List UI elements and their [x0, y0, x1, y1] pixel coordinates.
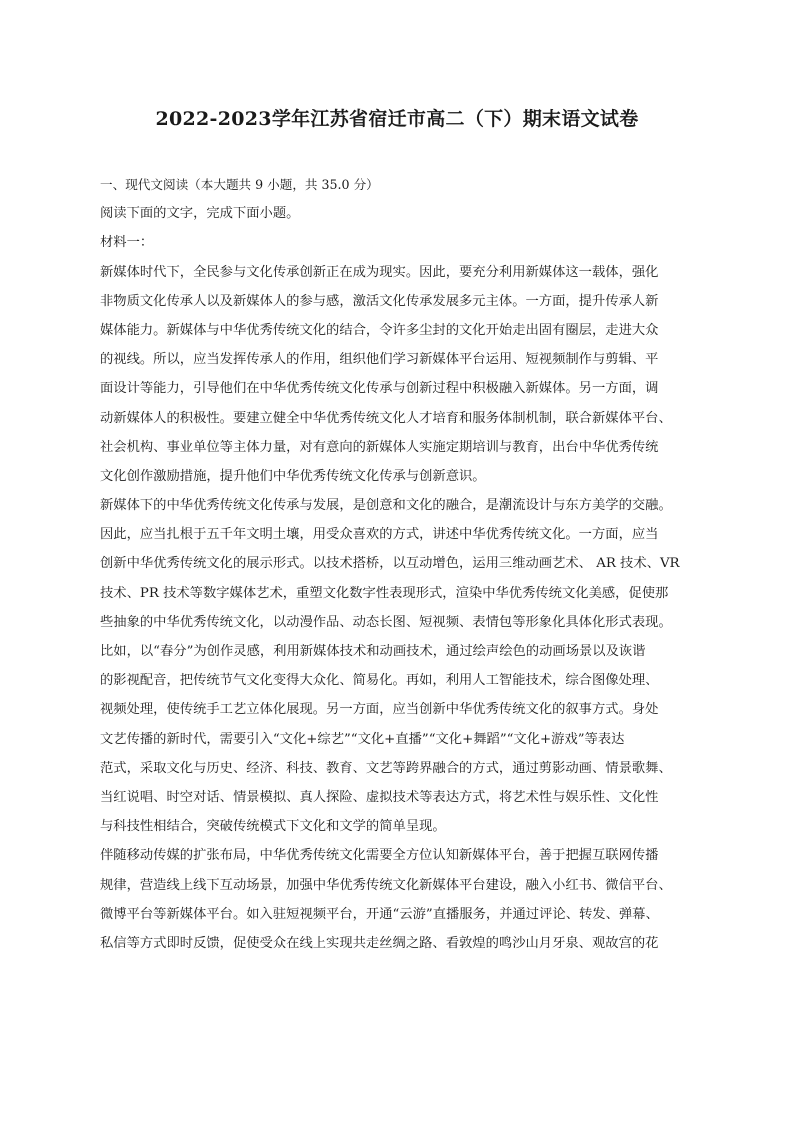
reading-instruction: 阅读下面的文字，完成下面小题。 — [100, 206, 300, 222]
passage-line: 新媒体下的中华优秀传统文化传承与发展，是创意和文化的融合，是潮流设计与东方美学的交融。 — [100, 498, 672, 514]
passage-line: 私信等方式即时反馈，促使受众在线上实现共走丝绸之路、看敦煌的鸣沙山月牙泉、观故宫的花 — [100, 935, 659, 951]
section-heading: 一、现代文阅读（本大题共 9 小题，共 35.0 分） — [100, 177, 379, 192]
passage-line: 的视线。所以，应当发挥传承人的作用，组织他们学习新媒体平台运用、短视频制作与剪辑、平 — [100, 352, 659, 368]
passage-line: 伴随移动传媒的扩张布局，中华优秀传统文化需要全方位认知新媒体平台，善于把握互联网传播 — [100, 848, 659, 864]
passage-line: 新媒体时代下，全民参与文化传承创新正在成为现实。因此，要充分利用新媒体这一载体，强化 — [100, 264, 659, 280]
passage-line: 创新中华优秀传统文化的展示形式。以技术搭桥，以互动增色，运用三维动画艺术、 AR 技术、VR — [100, 556, 680, 572]
passage-line: 规律，营造线上线下互动场景，加强中华优秀传统文化新媒体平台建设，融入小红书、微信平台、 — [100, 877, 672, 893]
passage-line: 范式，采取文化与历史、经济、科技、教育、文艺等跨界融合的方式，通过剪影动画、情景歌舞、 — [100, 760, 672, 776]
passage-line: 因此，应当扎根于五千年文明土壤，用受众喜欢的方式，讲述中华优秀传统文化。一方面，应当 — [100, 527, 659, 543]
passage-line: 视频处理，使传统手工艺立体化展现。另一方面，应当创新中华优秀传统文化的叙事方式。身处 — [100, 702, 659, 718]
passage-line: 的影视配音，把传统节气文化变得大众化、简易化。再如，利用人工智能技术，综合图像处理、 — [100, 673, 659, 689]
passage-line: 社会机构、事业单位等主体力量，对有意向的新媒体人实施定期培训与教育，出台中华优秀传统 — [100, 439, 659, 455]
document-body — [100, 170, 700, 958]
passage-line: 技术、PR 技术等数字媒体艺术，重塑文化数字性表现形式，渲染中华优秀传统文化美感，促使那 — [100, 585, 669, 601]
passage-line: 比如，以“春分”为创作灵感，利用新媒体技术和动画技术，通过绘声绘色的动画场景以及诙谐 — [100, 644, 646, 659]
passage-line: 动新媒体人的积极性。要建立健全中华优秀传统文化人才培育和服务体制机制，联合新媒体平台、 — [100, 410, 672, 426]
passage-line: 些抽象的中华优秀传统文化，以动漫作品、动态长图、短视频、表情包等形象化具体化形式表现。 — [100, 614, 672, 630]
passage-text — [100, 258, 700, 959]
passage-line: 面设计等能力，引导他们在中华优秀传统文化传承与创新过程中积极融入新媒体。另一方面，调 — [100, 381, 659, 397]
passage-line: 文化创作激励措施，提升他们中华优秀传统文化传承与创新意识。 — [100, 468, 486, 484]
passage-line: 文艺传播的新时代，需要引入“文化+综艺”“文化+直播”“文化+舞蹈”“文化+游戏”等表达 — [100, 731, 625, 747]
passage-line: 微博平台等新媒体平台。如入驻短视频平台，开通“云游”直播服务，并通过评论、转发、弹幕、 — [100, 906, 659, 922]
passage-line: 非物质文化传承人以及新媒体人的参与感，激活文化传承发展多元主体。一方面，提升传承人新 — [100, 293, 659, 309]
document-title: 2022-2023学年江苏省宿迁市高二（下）期末语文试卷 — [155, 108, 639, 130]
material-label: 材料一： — [100, 235, 154, 251]
passage-line: 与科技性相结合，突破传统模式下文化和文学的简单呈现。 — [100, 819, 446, 835]
passage-line: 媒体能力。新媒体与中华优秀传统文化的结合，令许多尘封的文化开始走出固有圈层，走进大众 — [100, 322, 659, 338]
passage-line: 当红说唱、时空对话、情景模拟、真人探险、虚拟技术等表达方式，将艺术性与娱乐性、文化性 — [100, 789, 659, 805]
